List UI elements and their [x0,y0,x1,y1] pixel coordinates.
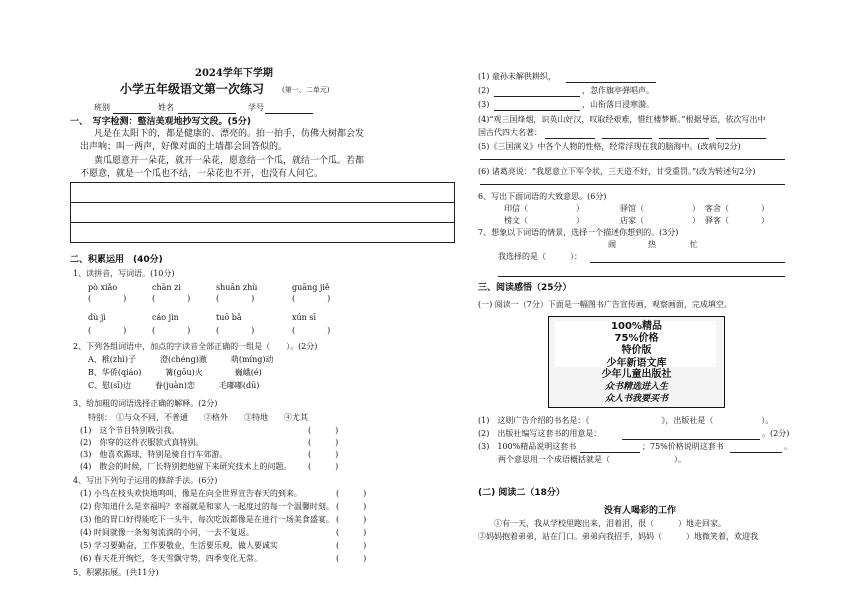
story-paragraph-2: ②妈妈抱着弟弟，站在门口。弟弟向我招手，妈妈（ ）地微笑着，欢迎我 [478,532,758,541]
q4-item-5: (5) 学习要勤奋，工作要敬业，生活要乐观，做人要诚实 [80,541,278,550]
fill-blank[interactable] [730,452,782,453]
q3-item-2: (2) 你穿的这件衣服款式真特别。 [80,438,204,447]
ad-q3-idiom: 两个意思用一个成语概括就是（ ）。 [498,455,686,464]
story-paragraph-1: ①有一天，我从学校里跑出来，泪着泪，很（ ）地走回家。 [494,519,726,528]
ad-line: 少年儿童出版社 [601,369,672,380]
q7-word: 热 [648,240,656,249]
fill-3: (3) [478,100,490,109]
fill-blank[interactable] [659,138,709,139]
number-label: 学号 [248,103,264,112]
q3-item-4: (4) 散会的时候，厂长特别把他留下来研究技术上的问题。 [80,462,292,471]
q2-option-b: B、华侨(qiáo) 篝(gōu)火 巍峨(é) [88,368,262,377]
answer-parens[interactable]: ( ) [336,528,367,537]
ad-line: 少年新语文库 [606,358,667,369]
q7-prompt: 7、想象以下词语的情景，选择一个描述你想到的。(3分) [478,228,679,237]
fill-2: (2) [478,86,490,95]
word-item: 客舍（ ） [705,204,769,213]
pinyin: tuō bǎ [216,313,242,322]
section-1-heading: 一、 写字检测：整洁美观地抄写文段。(5分) [70,117,251,127]
answer-parens[interactable]: ( ) [152,294,191,303]
fill-6: (6) 诸葛亮说：“我愿意立下军令状，三天造不好，甘受重罚。”(改为转述句2分) [478,167,756,176]
writing-line [71,222,454,223]
number-blank[interactable] [265,113,313,114]
copy-text-line-1: 凡是在太阳下的，都是健康的、漂亮的。拍一拍手，仿佛大树都会发 [94,129,365,139]
q3-prompt: 3、给加粗的词语选择正确的解释。(2分) [73,399,218,408]
answer-parens[interactable]: ( ) [216,294,255,303]
fill-2-rest: ，忽作旗亭弹唱声。 [582,86,654,95]
answer-parens[interactable]: ( ) [88,326,127,335]
answer-parens[interactable]: ( ) [336,502,367,511]
copy-text-line-4: 不愿意，就是一个瓜也不结，一朵花也不开，也没有人问它。 [80,169,324,179]
story-title: 没有人喝彩的工作 [604,506,677,516]
ad-q3-mid: ；75%价格说明这套书 [642,442,724,451]
answer-parens[interactable]: ( ) [308,426,339,435]
q7-choice: 我选择的是（ ）： [498,252,582,261]
pinyin: cáo jìn [152,313,179,322]
fill-blank[interactable] [566,82,656,83]
word-item: 驿馆（ ） [620,204,700,213]
pinyin: xún sī [292,313,317,322]
fill-blank[interactable] [494,96,580,97]
word-item: 榜文（ ） [504,216,584,225]
q2-prompt: 2、下列各组词语中，加点的字读音全部正确的一组是（ ）。(2分) [73,342,318,351]
answer-parens[interactable]: ( ) [292,294,331,303]
handwriting-box[interactable] [70,182,455,243]
q4-prompt: 4、写出下列句子运用的修辞手法。(6分) [73,476,218,485]
ad-line: 众书精选进入生 [604,382,668,392]
answer-parens[interactable]: ( ) [308,438,339,447]
pinyin: guāng jiě [292,283,330,292]
copy-text-line-3: 黄瓜愿意开一朵花，就开一朵花，愿意结一个瓜，就结一个瓜。若都 [94,156,365,166]
answer-parens[interactable]: ( ) [308,462,339,471]
answer-parens[interactable]: ( ) [308,450,339,459]
q4-item-6: (6) 春天花开绚烂，冬天雪飘守势，四季变化无常。 [80,554,262,563]
fill-4-cont: 国古代四大名著： [478,128,542,137]
class-label: 班别 [94,103,110,112]
ad-q2-end: 。(2分) [762,429,790,438]
fill-1: (1) 童孙未解供耕织， [478,72,556,81]
pinyin: dù jì [88,313,106,322]
fill-blank[interactable] [602,138,652,139]
answer-parens[interactable]: ( ) [336,541,367,550]
year-title: 2024学年下学期 [195,68,273,79]
section-3-heading: 三、阅读感悟（25分） [478,283,572,293]
ad-q3-end: 。 [784,442,792,451]
answer-line[interactable] [590,262,785,263]
q5-prompt: 5、积累拓展。(共11分) [73,568,159,577]
q3-item-1: (1) 这个节目特别吸引我。 [80,426,180,435]
answer-parens[interactable]: ( ) [88,294,127,303]
ad-q1: (1) 这则广告介绍的书名是：《 》，出版社是（ ）。 [478,416,774,425]
answer-parens[interactable]: ( ) [336,515,367,524]
ad-line: 特价版 [621,345,652,356]
word-item: 印信（ ） [504,204,584,213]
q4-item-1: (1) 小鸟在枝头欢快地鸣叫，像是在向全世界宣告春天的到来。 [80,489,302,498]
fill-4: (4)“观三国烽烟，识英山好汉，叹取经艰难，惜红楼梦断。”根据导语，依次写出中 [478,115,766,124]
word-item: 驿客（ ） [705,216,769,225]
reading-1-prompt: (一) 阅读一（7分）下面是一幅图书广告宣传画，观察画面，完成填空。 [478,300,732,309]
word-item: 店家（ ） [620,216,700,225]
fill-blank[interactable] [716,138,766,139]
main-title: 小学五年级语文第一次练习 [120,82,265,96]
q3-item-3: (3) 他喜欢踢球，特别是骑自行车郊游。 [80,450,228,459]
ad-line: 众人书我要买书 [604,394,668,404]
q4-item-4: (4) 时间就像一条匆匆流淌的小河，一去不复返。 [80,528,254,537]
fill-blank[interactable] [580,452,640,453]
answer-parens[interactable]: ( ) [292,326,331,335]
writing-line [71,202,454,203]
ad-line: 75%价格 [614,333,659,344]
q1-prompt: 1、读拼音，写词语。(10分) [73,269,175,278]
ad-line: 100%精品 [611,321,662,332]
answer-parens[interactable]: ( ) [336,554,367,563]
q6-prompt: 6、写出下面词语的大致意思。(6分) [478,192,607,201]
pinyin: pò xiǎo [88,283,118,292]
answer-line[interactable] [480,159,785,160]
q3-definitions: 特别： ①与众不同，不普通 ②格外 ③特地 ④尤其 [88,413,308,422]
reading-2-heading: (二) 阅读二（18分） [478,488,565,498]
fill-blank[interactable] [494,110,580,111]
answer-parens[interactable]: ( ) [216,326,255,335]
q7-word: 闹 [608,240,616,249]
answer-line[interactable] [480,184,785,185]
q2-option-c: C、慰(sī)边 眷(juàn)恋 毛嘟嘟(dū) [88,381,260,390]
section-2-heading: 二、积累运用 (40分) [70,255,163,265]
answer-parens[interactable]: ( ) [152,326,191,335]
q4-item-2: (2) 你知道什么是幸福吗？幸福就是和家人一起度过的每一个温馨时刻。 [80,502,334,511]
ad-q2: (2) 出版社编写这套书的用意是： [478,429,602,438]
units-note: (第一、二单元) [282,86,330,94]
q2-option-a: A、稚(zhì)子 澄(chéng)澈 萌(míng)动 [88,355,274,364]
q4-item-3: (3) 他的胃口好得能吃下一头牛，每次吃饭都像是在进行一场美食盛宴。 [80,515,334,524]
fill-5: (5)《三国演义》中各个人物的性格，经常浮现在我的脑海中。(改病句2分) [478,142,741,151]
fill-blank[interactable] [622,439,760,440]
answer-line[interactable] [498,276,785,277]
pinyin: shuān zhù [216,283,258,292]
book-advertisement [548,316,725,408]
answer-parens[interactable]: ( ) [336,489,367,498]
fill-blank[interactable] [545,138,595,139]
name-label: 姓名 [158,103,174,112]
class-blank[interactable] [113,113,151,114]
q7-word: 忙 [690,240,698,249]
copy-text-line-2: 出声响；叫一两声，好像对面的土墙都会回答似的。 [80,142,288,152]
pinyin: chān zi [152,283,181,292]
ad-q3: (3) 100%精品说明这套书 [478,442,577,451]
fill-3-rest: ，山衔落日浸寒漪。 [582,100,654,109]
name-blank[interactable] [178,113,236,114]
